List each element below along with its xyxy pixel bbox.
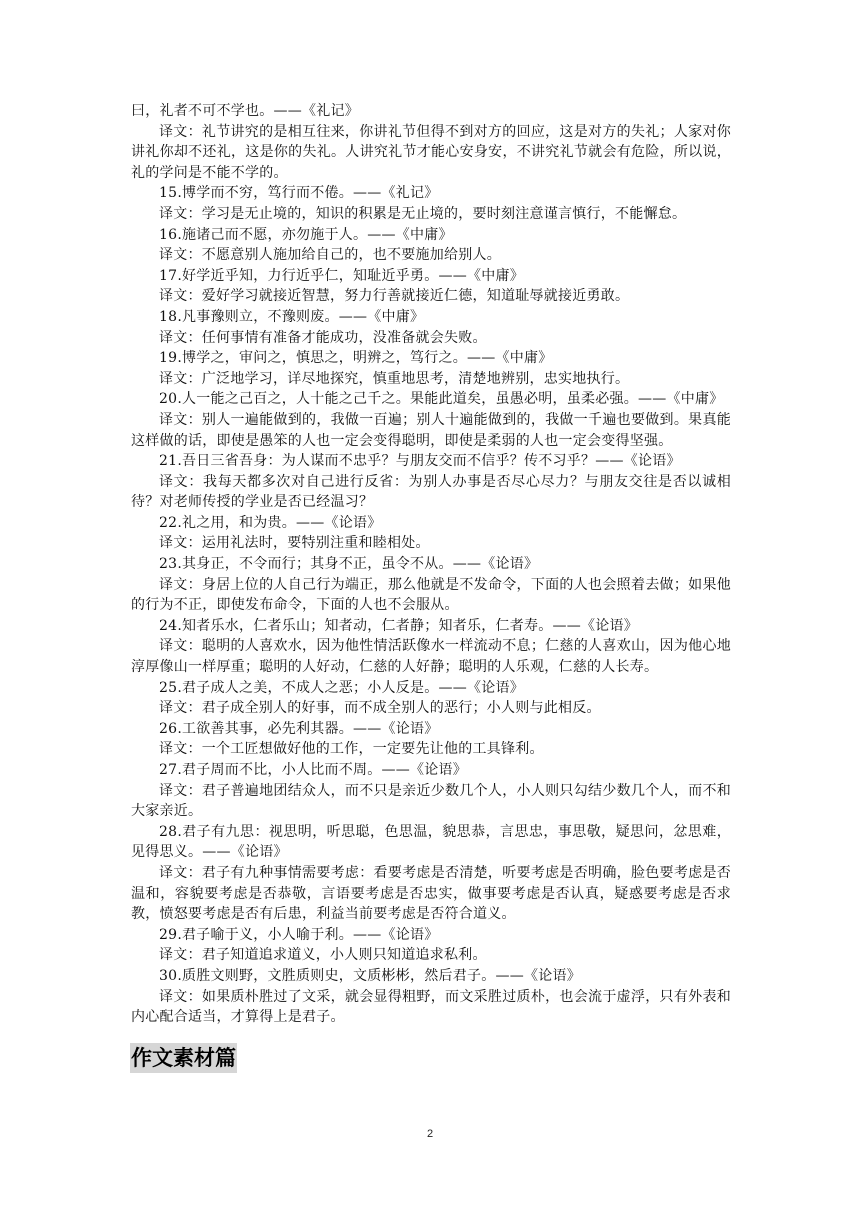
text-line: 16.施诸己而不愿，亦勿施于人。——《中庸》 — [159, 226, 453, 243]
text-line: 译文：广泛地学习，详尽地探究，慎重地思考，清楚地辨别，忠实地执行。 — [159, 370, 630, 387]
text-line: 译文：任何事情有准备才能成功，没准备就会失败。 — [159, 329, 487, 346]
text-line: 20.人一能之己百之，人十能之己千之。果能此道矣，虽愚必明，虽柔必强。——《中庸》 — [159, 391, 724, 408]
text-line: 译文：聪明的人喜欢水，因为他性情活跃像水一样流动不息；仁慈的人喜欢山，因为他心地淳厚像山一样厚重；聪明的人好动，仁慈的人好静；聪明的人乐观，仁慈的人长寿。 — [131, 638, 731, 676]
text-line: 译文：礼节讲究的是相互往来，你讲礼节但得不到对方的回应，这是对方的失礼；人家对你讲礼你却不还礼，这是你的失礼。人讲究礼节才能心安身安，不讲究礼节就会有危险，所以说，礼的学问是不能不学的。 — [131, 123, 731, 181]
text-line: 25.君子成人之美，不成人之恶；小人反是。——《论语》 — [159, 679, 525, 696]
text-line: 29.君子喻于义，小人喻于利。——《论语》 — [159, 926, 439, 943]
text-line: 18.凡事豫则立，不豫则废。——《中庸》 — [159, 308, 425, 325]
text-line: 译文：如果质朴胜过了文采，就会显得粗野，而文采胜过质朴，也会流于虚浮，只有外表和内心配合适当，才算得上是君子。 — [131, 988, 731, 1026]
text-line: 15.博学而不穷，笃行而不倦。——《礼记》 — [159, 185, 439, 202]
text-line: 23.其身正，不令而行；其身不正，虽令不从。——《论语》 — [159, 556, 539, 573]
text-line: 28.君子有九思：视思明，听思聪，色思温，貌思恭，言思忠，事思敬，疑思问，忿思难，见得思义。——《论语》 — [131, 823, 731, 861]
text-line: 21.吾日三省吾身：为人谋而不忠乎？与朋友交而不信乎？传不习乎？——《论语》 — [159, 453, 681, 470]
text-line: 译文：君子成全别人的好事，而不成全别人的恶行；小人则与此相反。 — [159, 700, 601, 717]
text-line: 译文：不愿意别人施加给自己的，也不要施加给别人。 — [159, 247, 501, 264]
text-line: 译文：一个工匠想做好他的工作，一定要先让他的工具锋利。 — [159, 741, 544, 758]
text-line: 19.博学之，审问之，慎思之，明辨之，笃行之。——《中庸》 — [159, 350, 553, 367]
text-line: 曰，礼者不可不学也。——《礼记》 — [131, 103, 359, 119]
text-line: 27.君子周而不比，小人比而不周。——《论语》 — [159, 762, 468, 778]
text-line: 译文：爱好学习就接近智慧，努力行善就接近仁德，知道耻辱就接近勇敢。 — [159, 288, 630, 305]
text-line: 24.知者乐水，仁者乐山；知者动，仁者静；知者乐，仁者寿。——《论语》 — [159, 617, 639, 634]
text-line: 译文：君子有九种事情需要考虑：看要考虑是否清楚，听要考虑是否明确，脸色要考虑是否温和，容貌要考虑是否恭敬，言语要考虑是否忠实，做事要考虑是否认真，疑惑要考虑是否求教，愤怒要考虑是否有后患，利益当前要考虑是否符合道义。 — [131, 864, 731, 923]
page-number: 2 — [426, 1128, 434, 1140]
section-heading: 作文素材篇 — [130, 1043, 237, 1073]
text-line: 译文：运用礼法时，要特别注重和睦相处。 — [159, 535, 430, 552]
text-line: 译文：别人一遍能做到的，我做一百遍；别人十遍能做到的，我做一千遍也要做到。果真能这样做的话，即使是愚笨的人也一定会变得聪明，即使是柔弱的人也一定会变得坚强。 — [131, 411, 731, 449]
text-line: 22.礼之用，和为贵。——《论语》 — [159, 514, 382, 531]
text-line: 译文：君子知道追求道义，小人则只知道追求私利。 — [159, 947, 487, 964]
text-line: 译文：君子普遍地团结众人，而不只是亲近少数几个人，小人则只勾结少数几个人，而不和大家亲近。 — [131, 782, 731, 820]
text-line: 译文：身居上位的人自己行为端正，那么他就是不发命令，下面的人也会照着去做；如果他的行为不正，即使发布命令，下面的人也不会服从。 — [131, 576, 731, 614]
text-line: 17.好学近乎知，力行近乎仁，知耻近乎勇。——《中庸》 — [159, 267, 525, 284]
body-text — [131, 101, 731, 1028]
text-line: 26.工欲善其事，必先利其器。——《论语》 — [159, 720, 439, 737]
text-line: 译文：学习是无止境的，知识的积累是无止境的，要时刻注意谨言慎行，不能懈怠。 — [159, 205, 687, 222]
text-line: 30.质胜文则野，文胜质则史，文质彬彬，然后君子。——《论语》 — [159, 967, 582, 984]
text-line: 译文：我每天都多次对自己进行反省：为别人办事是否尽心尽力？与朋友交往是否以诚相待？对老师传授的学业是否已经温习？ — [131, 473, 731, 511]
